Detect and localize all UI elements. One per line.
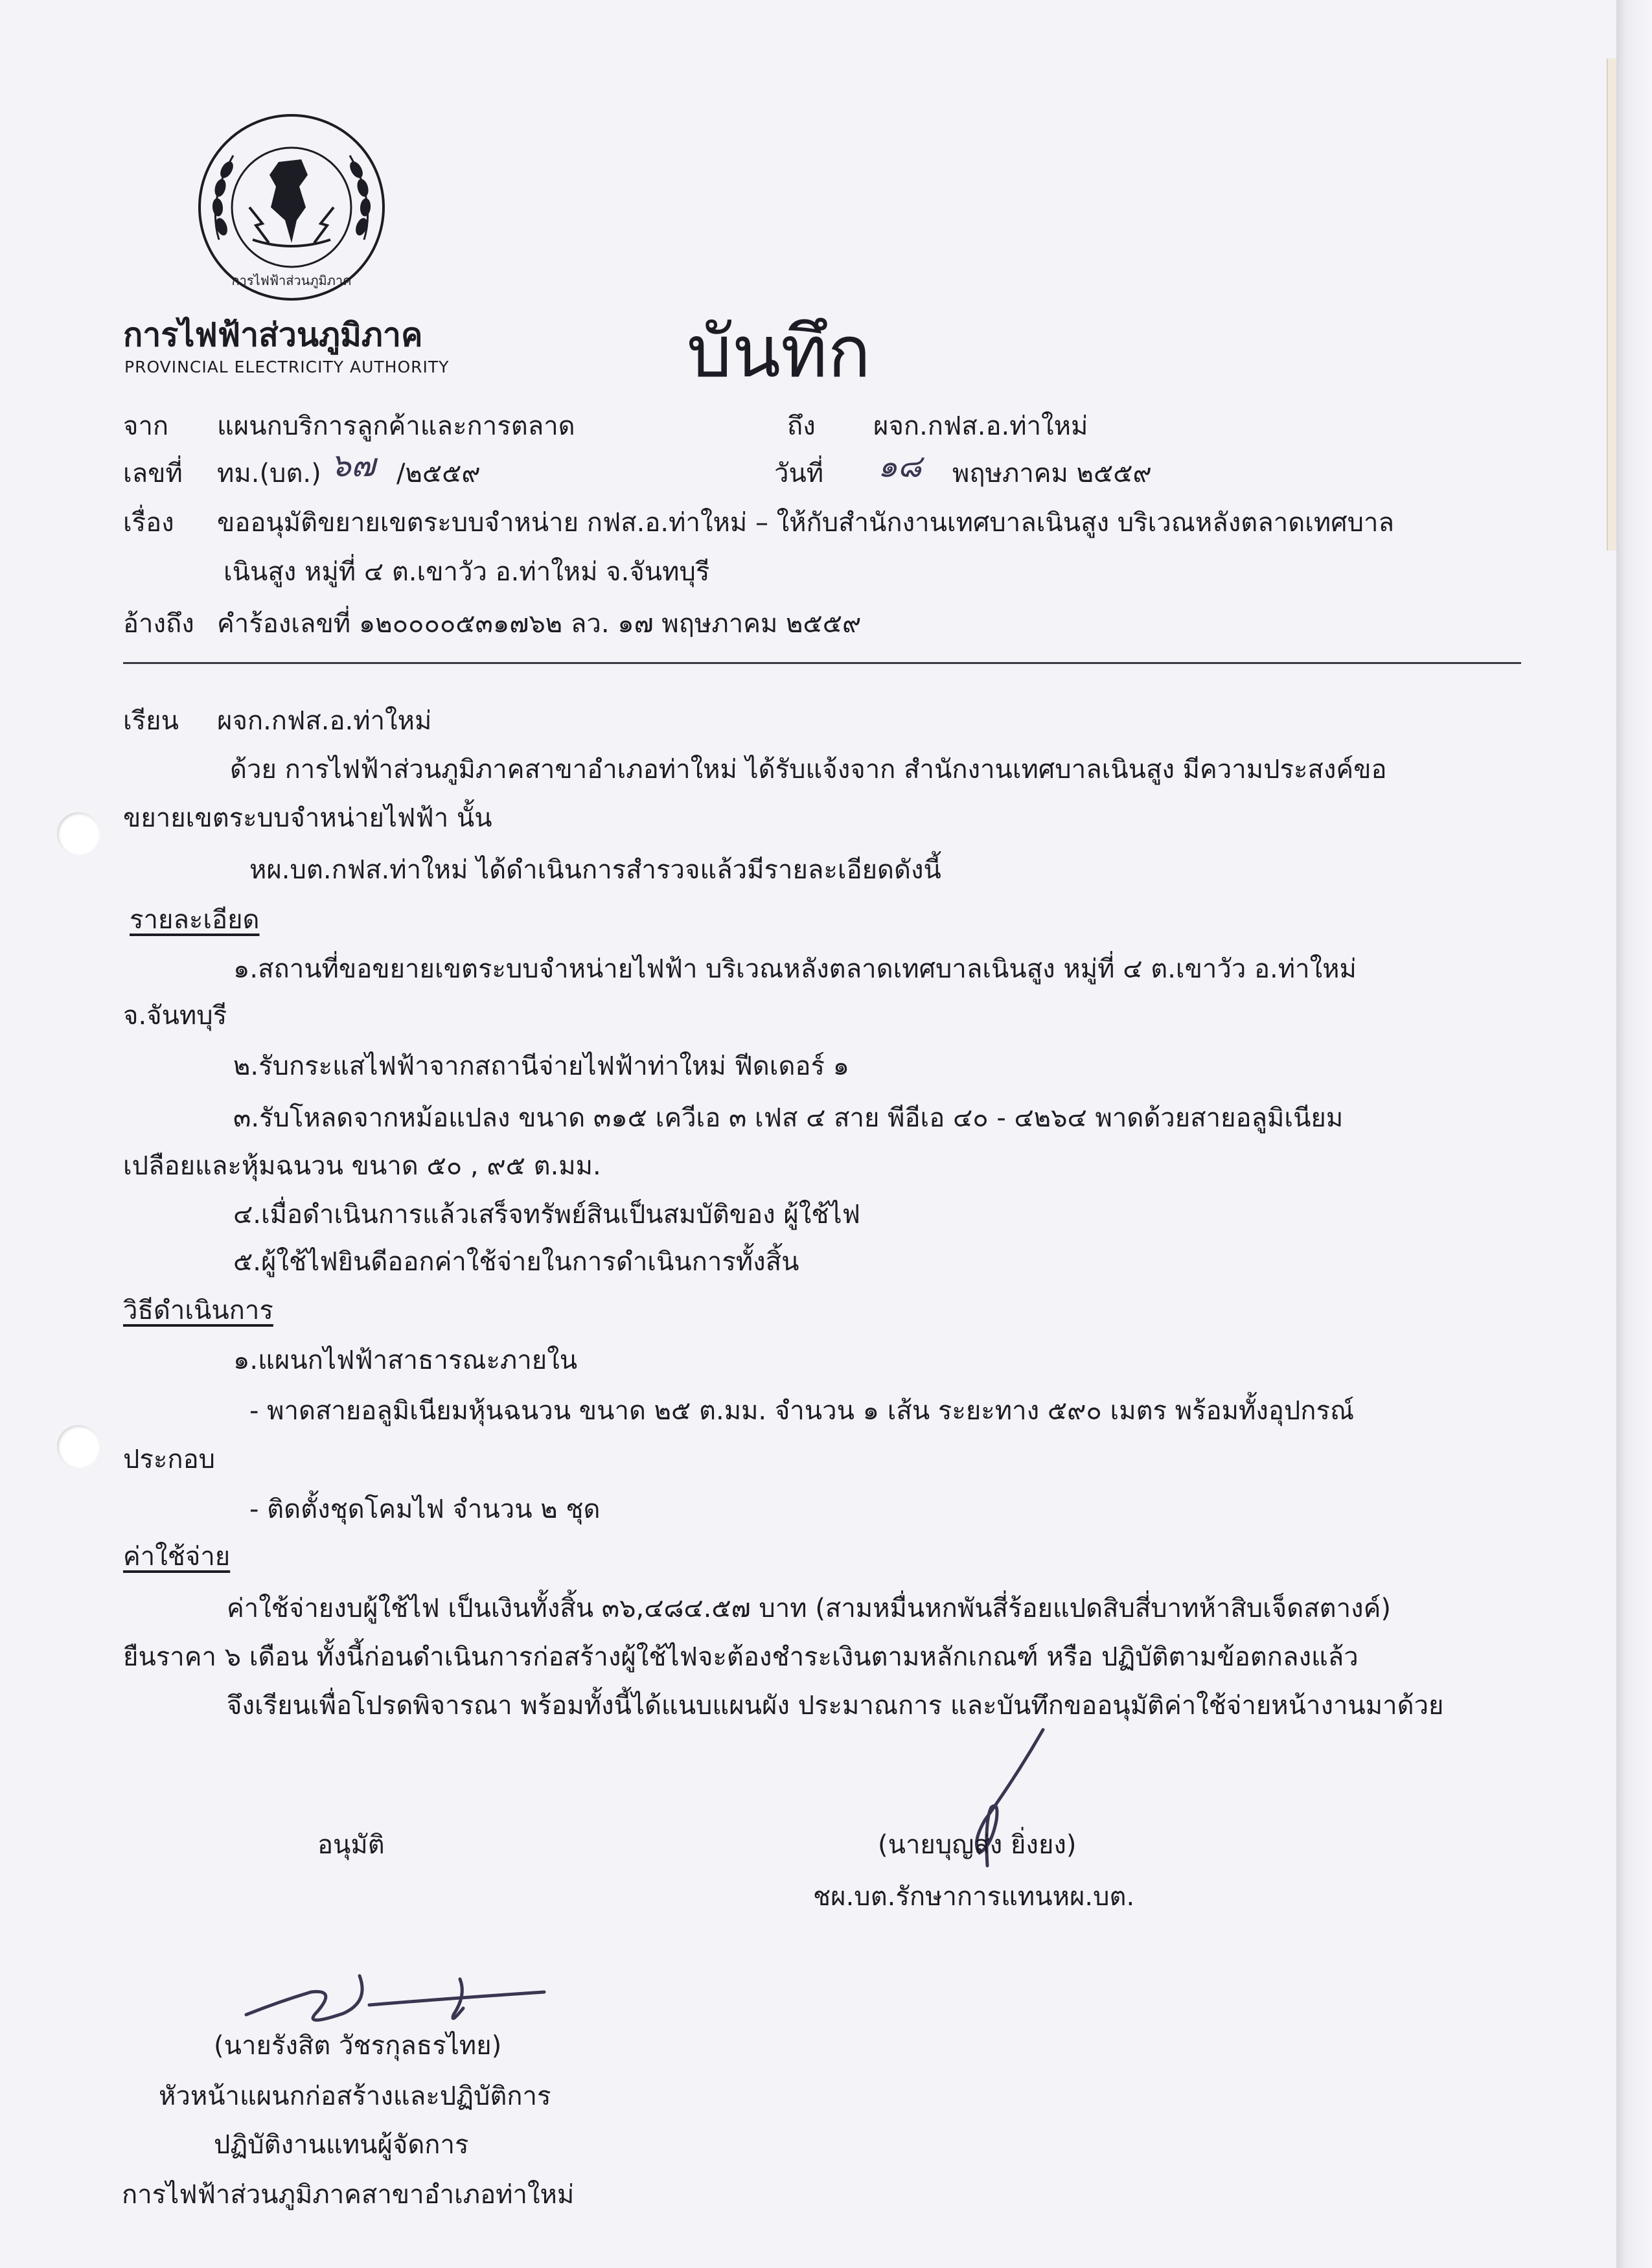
signer-2-title-3: การไฟฟ้าส่วนภูมิภาคสาขาอำเภอท่าใหม่ [122,2180,575,2210]
doc-number-prefix: ทม.(บต.) [217,459,321,488]
method-1a-line-2: ประกอบ [123,1445,215,1474]
reference-value: คำร้องเลขที่ ๑๒๐๐๐๐๕๓๑๗๖๒ ลว. ๑๗ พฤษภาคม ๒๕๕๙ [217,609,862,639]
subject-label: เรื่อง [123,508,174,538]
cost-line-2: ยืนราคา ๖ เดือน ทั้งนี้ก่อนดำเนินการก่อสร้างผู้ใช้ไฟจะต้องชำระเงินตามหลักเกณฑ์ หรือ ปฏิบัติตามข้อตกลงแล้ว [123,1642,1359,1672]
logo-text: การไฟฟ้าส่วนภูมิภาค [231,273,352,288]
doc-number-handwritten: ๖๗ [330,446,376,484]
detail-5: ๕.ผู้ใช้ไฟยินดีออกค่าใช้จ่ายในการดำเนินการทั้งสิ้น [233,1247,799,1277]
reference-label: อ้างถึง [123,609,194,639]
to-label: ถึง [787,411,816,441]
closing-line: จึงเรียนเพื่อโปรดพิจารณา พร้อมทั้งนี้ได้แนบแผนผัง ประมาณการ และบันทึกขออนุมัติค่าใช้จ่ายหน้างานมาด้วย [227,1691,1444,1721]
page-edge [1616,0,1652,2268]
cost-line-1: ค่าใช้จ่ายงบผู้ใช้ไฟ เป็นเงินทั้งสิ้น ๓๖,๔๘๔.๕๗ บาท (สามหมื่นหกพันสี่ร้อยแปดสิบสี่บาทห้าสิบเจ็ดสตางค์) [227,1594,1391,1623]
punch-hole-bottom [57,1425,100,1468]
intro-line-2: ขยายเขตระบบจำหน่ายไฟฟ้า นั้น [123,803,492,833]
subject-line-2: เนินสูง หมู่ที่ ๔ ต.เขาวัว อ.ท่าใหม่ จ.จันทบุรี [224,557,710,587]
detail-4: ๔.เมื่อดำเนินการแล้วเสร็จทรัพย์สินเป็นสมบัติของ ผู้ใช้ไฟ [233,1200,860,1230]
org-name-en: PROVINCIAL ELECTRICITY AUTHORITY [124,358,450,376]
detail-3-line-1: ๓.รับโหลดจากหม้อแปลง ขนาด ๓๑๕ เควีเอ ๓ เฟส ๔ สาย พีอีเอ ๔๐ - ๔๒๖๔ พาดด้วยสายอลูมิเนียม [233,1103,1344,1133]
org-name-th: การไฟฟ้าส่วนภูมิภาค [123,316,423,354]
signer-1-name: (นายบุญส่ง ยิ่งยง) [878,1830,1077,1860]
details-heading: รายละเอียด [130,905,260,935]
from-value: แผนกบริการลูกค้าและการตลาด [217,411,575,441]
approve-label: อนุมัติ [317,1830,385,1860]
signer-2-name: (นายรังสิต วัชรกุลธรไทย) [214,2031,502,2061]
method-1a-line-1: - พาดสายอลูมิเนียมหุ้นฉนวน ขนาด ๒๕ ต.มม. จำนวน ๑ เส้น ระยะทาง ๕๙๐ เมตร พร้อมทั้งอุปกรณ์ [249,1396,1355,1426]
signer-1-title: ชผ.บต.รักษาการแทนหผ.บต. [813,1882,1135,1912]
detail-3-line-2: เปลือยและหุ้มฉนวน ขนาด ๕๐ , ๙๕ ต.มม. [123,1151,601,1181]
date-value: พฤษภาคม ๒๕๕๙ [952,459,1152,488]
detail-2: ๒.รับกระแสไฟฟ้าจากสถานีจ่ายไฟฟ้าท่าใหม่ ฟีดเดอร์ ๑ [233,1051,850,1081]
intro-line-1: ด้วย การไฟฟ้าส่วนภูมิภาคสาขาอำเภอท่าใหม่ ได้รับแจ้งจาก สำนักงานเทศบาลเนินสูง มีความประสงค์ขอ [230,755,1387,785]
detail-1-line-1: ๑.สถานที่ขอขยายเขตระบบจำหน่ายไฟฟ้า บริเวณหลังตลาดเทศบาลเนินสูง หมู่ที่ ๔ ต.เขาวัว อ.ท่าใหม่ [233,954,1357,984]
salutation-label: เรียน [123,706,179,736]
date-label: วันที่ [774,459,824,488]
subject-line-1: ขออนุมัติขยายเขตระบบจำหน่าย กฟส.อ.ท่าใหม่ – ให้กับสำนักงานเทศบาลเนินสูง บริเวณหลังตลาดเทศบาล [217,508,1394,538]
signer-2-title-2: ปฏิบัติงานแทนผู้จัดการ [214,2130,469,2160]
salutation-value: ผจก.กฟส.อ.ท่าใหม่ [217,706,432,736]
doc-number-suffix: /๒๕๕๙ [396,459,481,488]
punch-hole-top [57,812,100,855]
to-value: ผจก.กฟส.อ.ท่าใหม่ [873,411,1088,441]
survey-line: หผ.บต.กฟส.ท่าใหม่ ได้ดำเนินการสำรวจแล้วมีรายละเอียดดังนี้ [249,855,941,885]
signature-2 [240,1963,551,2034]
method-1b: - ติดตั้งชุดโคมไฟ จำนวน ๒ ชุด [249,1495,601,1524]
method-heading: วิธีดำเนินการ [123,1296,273,1325]
header-divider [123,662,1521,664]
method-1: ๑.แผนกไฟฟ้าสาธารณะภายใน [233,1346,578,1375]
signer-2-title-1: หัวหน้าแผนกก่อสร้างและปฏิบัติการ [159,2081,551,2111]
detail-1-line-2: จ.จันทบุรี [123,1001,227,1031]
cost-heading: ค่าใช้จ่าย [123,1542,231,1572]
doc-number-label: เลขที่ [123,459,183,488]
memo-title: บันทึก [687,310,871,393]
pea-logo [188,110,395,304]
from-label: จาก [123,411,169,441]
date-day-handwritten: ๑๘ [878,448,922,485]
